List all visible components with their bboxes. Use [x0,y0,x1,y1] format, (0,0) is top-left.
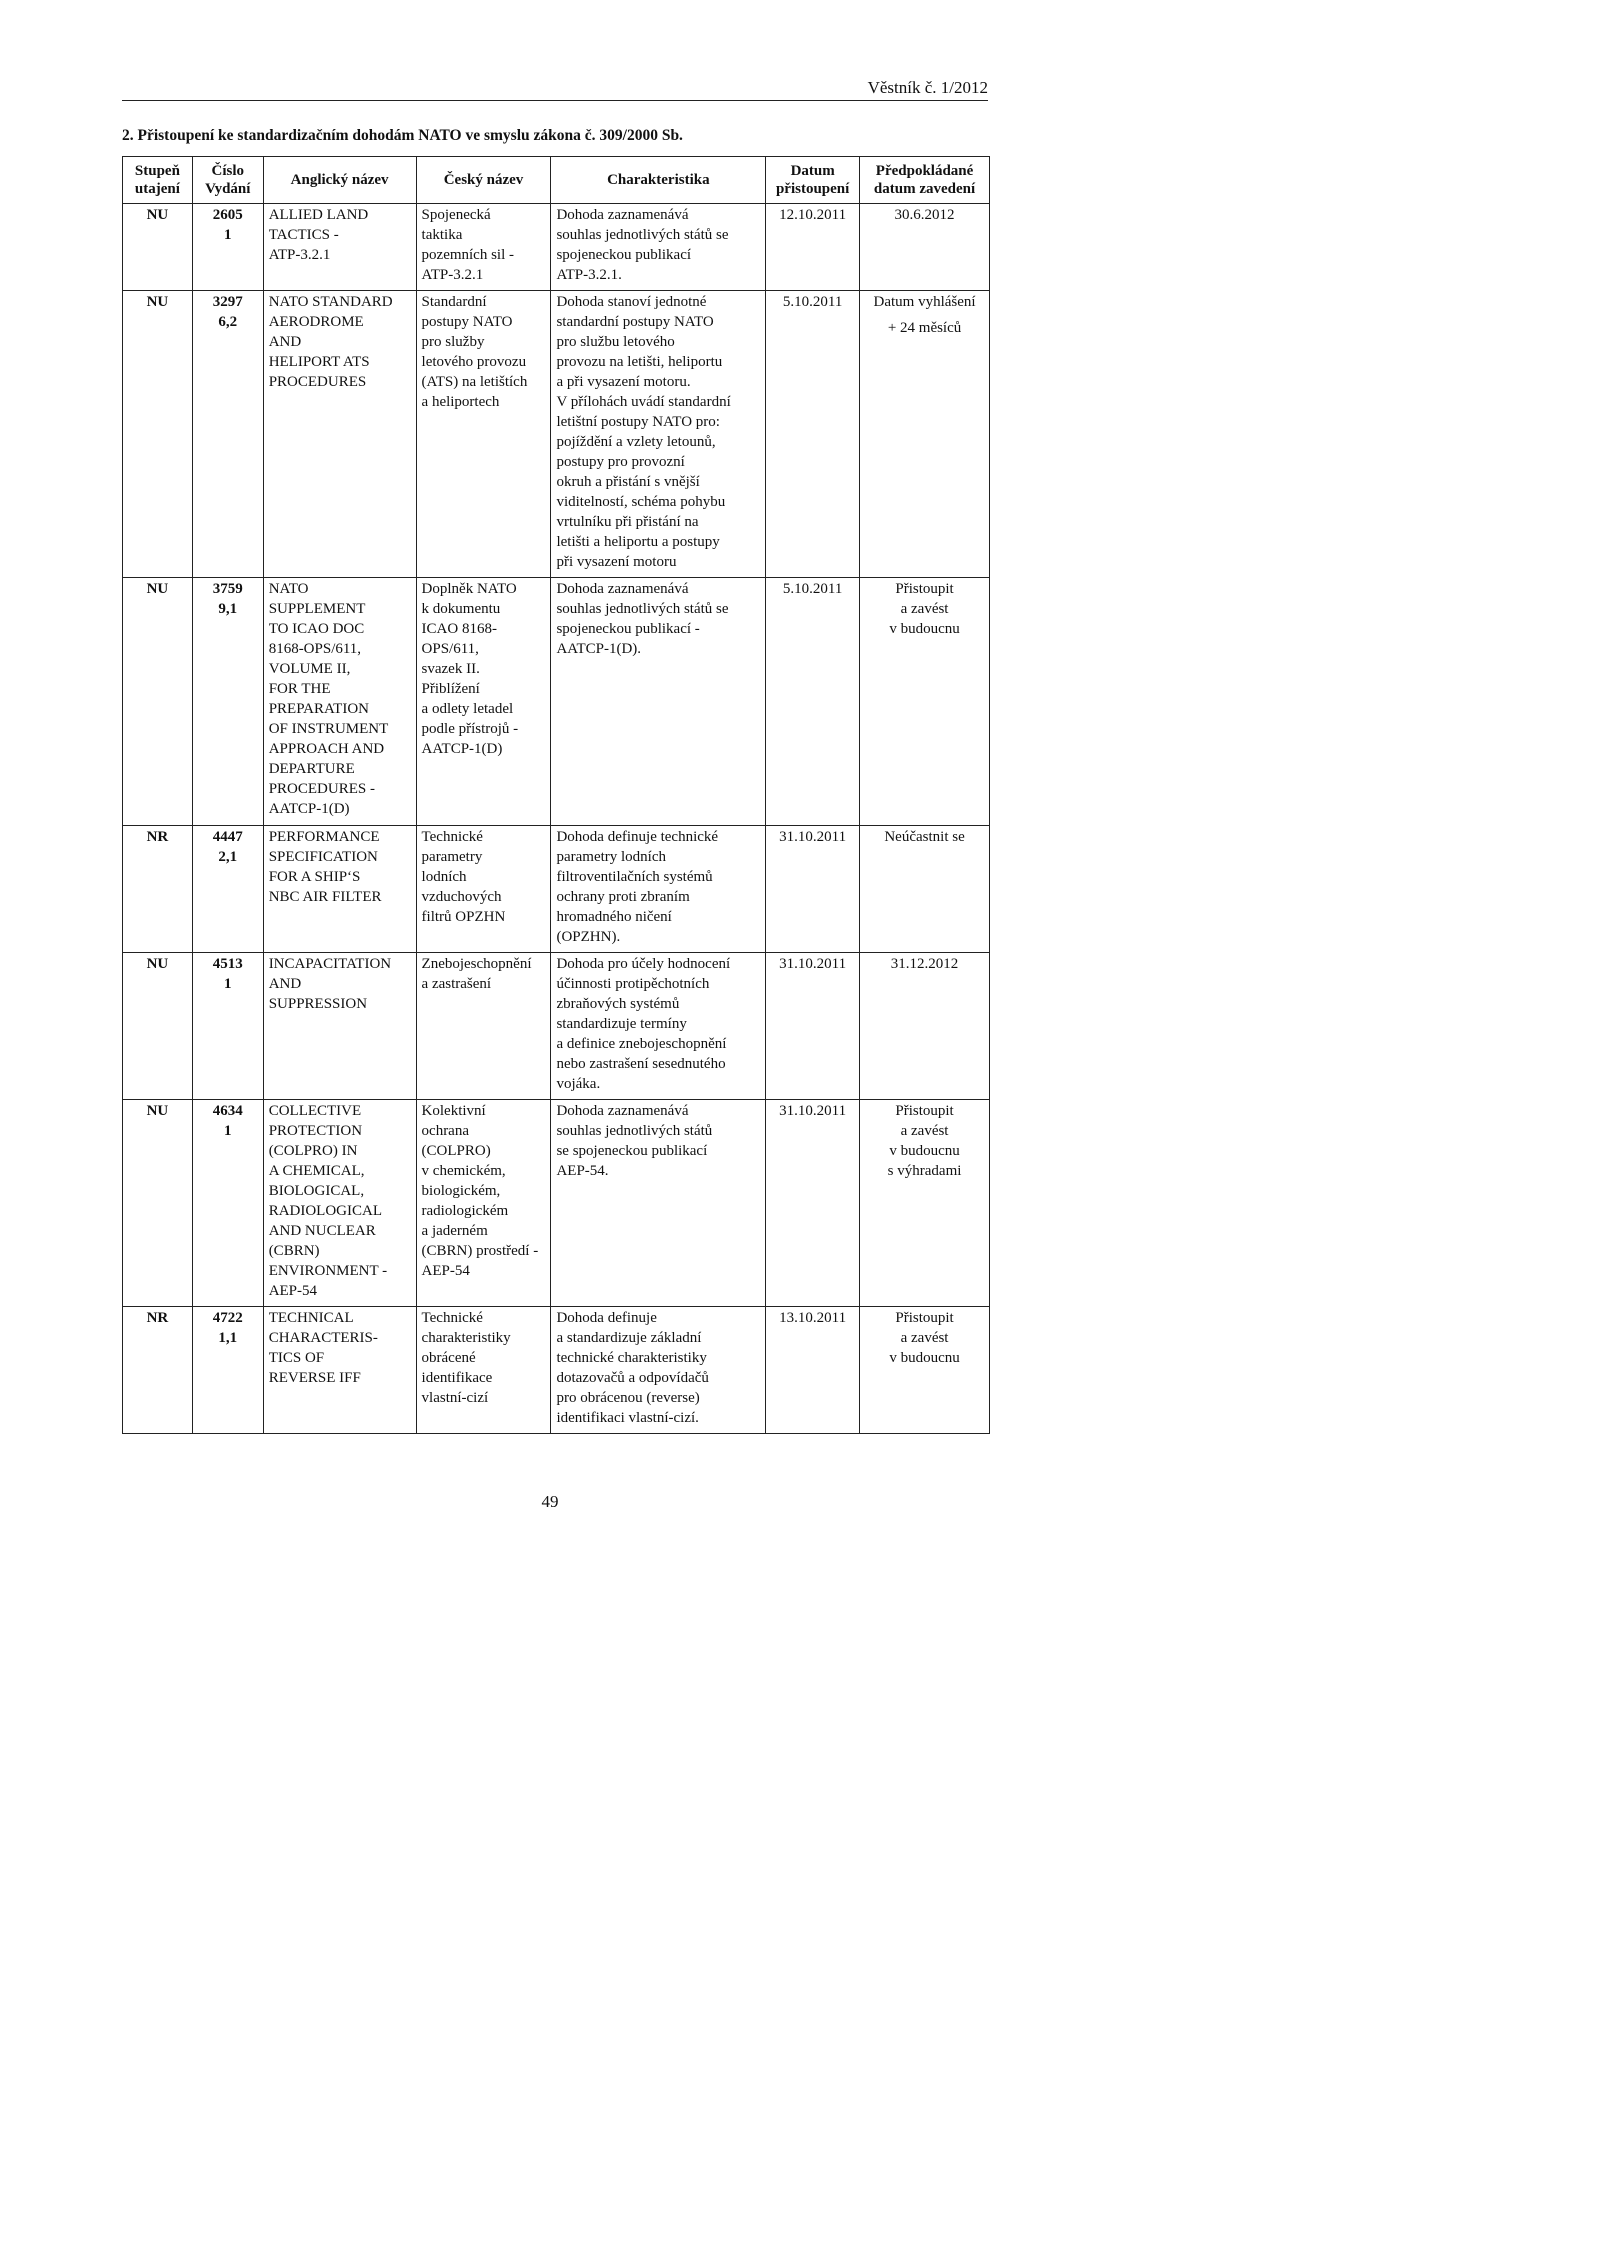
cell-line: OF INSTRUMENT [268,721,389,737]
cell-cesky [416,578,551,826]
cell-anglicky [263,1100,416,1307]
section-title: 2. Přistoupení ke standardizačním dohodám NATO ve smyslu zákona č. 309/2000 Sb. [122,127,683,144]
cell-line: PROCEDURES [268,374,367,390]
cell-line: v chemickém, [421,1163,506,1179]
cell-line: PROTECTION [268,1123,363,1139]
cell-value: 31.10.2011 [779,1103,847,1119]
cell-datum [766,1307,860,1434]
cell-line: svazek II. [421,661,480,677]
cell-datum [766,291,860,578]
cell-predpokladane [860,826,990,953]
cell-anglicky [263,578,416,826]
cell-anglicky [263,953,416,1100]
cell-line: filtroventilačních systémů [556,869,713,885]
cell-predpokladane [860,291,990,578]
cell-datum [766,204,860,291]
cell-line: SUPPLEMENT [268,601,366,617]
cell-line: ALLIED LAND [268,207,369,223]
cell-line: a zavést [900,1330,949,1346]
page-number: 49 [541,1492,559,1511]
cell-line: ochrany proti zbraním [556,889,690,905]
cell-datum [766,953,860,1100]
cell-line: identifikaci vlastní-cizí. [556,1410,699,1426]
cell-line: DEPARTURE [268,761,355,777]
header-cislo [192,157,263,204]
cell-line: charakteristiky [421,1330,511,1346]
cell-line: 31.12.2012 [890,956,959,972]
cell-line: FOR THE [268,681,331,697]
cell-line: Dohoda zaznamenává [556,1103,689,1119]
cell-line: HELIPORT ATS [268,354,370,370]
cell-line: NATO STANDARD [268,294,393,310]
cell-line: AND NUCLEAR [268,1223,376,1239]
header-stupen [123,157,193,204]
cell-line: CHARACTERIS- [268,1330,378,1346]
cell-line: PROCEDURES - [268,781,375,797]
cell-line: FOR A SHIP‘S [268,869,361,885]
cell-line: souhlas jednotlivých států [556,1123,713,1139]
cell-line: (CBRN) [268,1243,320,1259]
cell-line: Přiblížení [421,681,480,697]
cell-line: Dohoda zaznamenává [556,207,689,223]
cell-line: při vysazení motoru [556,554,677,570]
cell-line: Standardní [421,294,487,310]
cell-line: AERODROME [268,314,364,330]
cell-line: a odlety letadel [421,701,514,717]
cell-line: VOLUME II, [268,661,351,677]
cell-anglicky [263,826,416,953]
cell-line: s výhradami [887,1163,962,1179]
cell-stupen [123,826,193,953]
cell-line: ochrana [421,1123,469,1139]
cell-line: pro obrácenou (reverse) [556,1390,700,1406]
cell-line: AEP-54. [556,1163,609,1179]
cell-line: souhlas jednotlivých států se [556,601,729,617]
cell-line: 1,1 [218,1330,238,1346]
cell-line: 30.6.2012 [894,207,955,223]
cell-line: OPS/611, [421,641,479,657]
cell-line: BIOLOGICAL, [268,1183,365,1199]
cell-line: AEP-54 [268,1283,318,1299]
cell-line: parametry [421,849,483,865]
cell-stupen [123,291,193,578]
cell-line: zbraňových systémů [556,996,680,1012]
cell-line: 4722 [212,1310,243,1326]
cell-line: 1 [224,227,232,243]
cell-line: vojáka. [556,1076,601,1092]
cell-anglicky [263,204,416,291]
cell-line: 9,1 [218,601,238,617]
cell-cislo [192,1307,263,1434]
cell-cesky [416,1100,551,1307]
stanag-table [122,156,990,1434]
cell-line: 8168-OPS/611, [268,641,362,657]
cell-line: Technické [421,829,483,845]
cell-line: + 24 měsíců [887,320,962,336]
cell-line: vlastní-cizí [421,1390,489,1406]
cell-line: NBC AIR FILTER [268,889,382,905]
header-label-line: Předpokládané [875,163,974,179]
header-anglicky [263,157,416,204]
header-label-line: Vydání [205,181,251,197]
cell-line: ATP-3.2.1. [556,267,622,283]
cell-value: 5.10.2011 [782,294,843,310]
cell-line: RADIOLOGICAL [268,1203,383,1219]
cell-cislo [192,953,263,1100]
cell-line: Dohoda zaznamenává [556,581,689,597]
cell-line: v budoucnu [889,621,960,637]
cell-line: Datum vyhlášení [873,294,976,310]
table-row [123,291,990,578]
cell-value: NR [146,829,169,845]
cell-line: nebo zastrašení sesednutého [556,1056,726,1072]
cell-cislo [192,1100,263,1307]
cell-line: filtrů OPZHN [421,909,506,925]
table-header-row [123,157,990,204]
cell-anglicky [263,291,416,578]
cell-line: (COLPRO) [421,1143,491,1159]
cell-line: letištní postupy NATO pro: [556,414,720,430]
cell-line: Znebojeschopnění [421,956,532,972]
cell-line: a standardizuje základní [556,1330,702,1346]
table-row [123,204,990,291]
cell-line: 2,1 [218,849,238,865]
cell-line: ATP-3.2.1 [421,267,484,283]
cell-line: Dohoda stanoví jednotné [556,294,707,310]
cell-line: letišti a heliportu a postupy [556,534,720,550]
table-row [123,578,990,826]
cell-line: (OPZHN). [556,929,621,945]
cell-line: A CHEMICAL, [268,1163,365,1179]
cell-line: TACTICS - [268,227,339,243]
cell-predpokladane [860,953,990,1100]
cell-line: a zavést [900,1123,949,1139]
cell-line: AND [268,976,302,992]
cell-cislo [192,204,263,291]
cell-value: 31.10.2011 [779,829,847,845]
cell-stupen [123,953,193,1100]
cell-line: spojeneckou publikací [556,247,692,263]
cell-line: účinnosti protipěchotních [556,976,710,992]
header-cesky [416,157,551,204]
cell-line: okruh a přistání s vnější [556,474,700,490]
cell-cesky [416,291,551,578]
header-datum [766,157,860,204]
cell-line: Dohoda definuje technické [556,829,719,845]
cell-cislo [192,826,263,953]
table-row [123,953,990,1100]
cell-cislo [192,291,263,578]
cell-line: APPROACH AND [268,741,385,757]
cell-line: identifikace [421,1370,493,1386]
cell-predpokladane [860,1100,990,1307]
header-label-line: přistoupení [775,181,850,197]
cell-datum [766,578,860,826]
cell-line: TICS OF [268,1350,325,1366]
page-header [122,76,988,101]
cell-value: NU [146,207,169,223]
cell-line: 6,2 [218,314,238,330]
header-label-line: Anglický název [290,172,389,188]
cell-line: ENVIRONMENT - [268,1263,388,1279]
cell-value: 12.10.2011 [779,207,847,223]
cell-line: se spojeneckou publikací [556,1143,708,1159]
cell-line: AEP-54 [421,1263,470,1279]
cell-line: 1 [224,976,232,992]
bulletin-label: Věstník č. 1/2012 [867,78,988,97]
cell-line: vzduchových [421,889,502,905]
cell-line: dotazovačů a odpovídačů [556,1370,709,1386]
cell-line: hromadného ničení [556,909,672,925]
cell-line: (ATS) na letištích [421,374,528,390]
table-row [123,826,990,953]
cell-line: souhlas jednotlivých států se [556,227,729,243]
cell-line: SUPPRESSION [268,996,368,1012]
cell-line: TO ICAO DOC [268,621,365,637]
cell-charakteristika [551,578,766,826]
cell-line: standardizuje termíny [556,1016,687,1032]
cell-line: Kolektivní [421,1103,486,1119]
cell-charakteristika [551,291,766,578]
cell-line: 1 [224,1123,232,1139]
cell-line: PREPARATION [268,701,369,717]
cell-line: Dohoda definuje [556,1310,657,1326]
cell-line: (COLPRO) IN [268,1143,358,1159]
cell-line: NATO [268,581,309,597]
cell-line: Technické [421,1310,483,1326]
cell-charakteristika [551,1307,766,1434]
cell-cesky [416,826,551,953]
cell-line: Neúčastnit se [884,829,965,845]
cell-line: vrtulníku při přistání na [556,514,699,530]
cell-line: letového provozu [421,354,527,370]
cell-line: obrácené [421,1350,476,1366]
cell-line: INCAPACITATION [268,956,392,972]
cell-line: pro službu letového [556,334,675,350]
cell-line: SPECIFICATION [268,849,378,865]
cell-charakteristika [551,826,766,953]
cell-line: pojíždění a vzlety letounů, [556,434,716,450]
cell-line: a heliportech [421,394,500,410]
cell-predpokladane [860,204,990,291]
cell-line: 3297 [212,294,243,310]
cell-line: pro služby [421,334,485,350]
cell-stupen [123,1307,193,1434]
cell-charakteristika [551,204,766,291]
cell-value: NU [146,581,169,597]
cell-predpokladane [860,578,990,826]
cell-line: Doplněk NATO [421,581,517,597]
cell-line: v budoucnu [889,1350,960,1366]
header-charakteristika [551,157,766,204]
header-label-line: datum zavedení [873,181,976,197]
cell-line: postupy pro provozní [556,454,685,470]
cell-line: TECHNICAL [268,1310,354,1326]
header-label-line: Datum [790,163,835,179]
cell-charakteristika [551,1100,766,1307]
cell-line: (CBRN) prostředí - [421,1243,539,1259]
cell-value: NU [146,1103,169,1119]
cell-predpokladane [860,1307,990,1434]
cell-line: pozemních sil - [421,247,515,263]
cell-line: technické charakteristiky [556,1350,707,1366]
cell-line: 4447 [212,829,243,845]
cell-line: PERFORMANCE [268,829,380,845]
cell-line: provozu na letišti, heliportu [556,354,723,370]
cell-line: podle přístrojů - [421,721,519,737]
cell-value: NU [146,956,169,972]
cell-line: a zastrašení [421,976,492,992]
cell-line: radiologickém [421,1203,509,1219]
cell-line: k dokumentu [421,601,501,617]
header-predpokladane [860,157,990,204]
cell-line: spojeneckou publikací - [556,621,700,637]
cell-line: 4634 [212,1103,243,1119]
cell-stupen [123,204,193,291]
cell-line: Spojenecká [421,207,491,223]
cell-cesky [416,953,551,1100]
cell-stupen [123,1100,193,1307]
header-label-line: Charakteristika [607,172,710,188]
cell-line: COLLECTIVE [268,1103,362,1119]
cell-line: Dohoda pro účely hodnocení [556,956,731,972]
cell-cesky [416,1307,551,1434]
cell-line: viditelností, schéma pohybu [556,494,726,510]
header-label-line: Stupeň [134,163,180,179]
cell-line: AATCP-1(D). [556,641,642,657]
header-label-line: Číslo [211,163,245,179]
cell-cesky [416,204,551,291]
cell-value: 5.10.2011 [782,581,843,597]
cell-line: 2605 [212,207,243,223]
cell-line: 4513 [212,956,243,972]
cell-line: Přistoupit [895,1103,954,1119]
cell-line: AATCP-1(D) [268,801,350,817]
cell-line: V přílohách uvádí standardní [556,394,731,410]
cell-datum [766,826,860,953]
cell-line: taktika [421,227,463,243]
cell-value: NU [146,294,169,310]
cell-line: parametry lodních [556,849,667,865]
cell-stupen [123,578,193,826]
cell-line: REVERSE IFF [268,1370,361,1386]
cell-line: AND [268,334,302,350]
header-label-line: utajení [134,181,180,197]
cell-line: Přistoupit [895,581,954,597]
cell-line: lodních [421,869,467,885]
cell-anglicky [263,1307,416,1434]
cell-line: ICAO 8168- [421,621,497,637]
cell-line: a zavést [900,601,949,617]
cell-line: standardní postupy NATO [556,314,714,330]
cell-line: v budoucnu [889,1143,960,1159]
cell-datum [766,1100,860,1307]
cell-line: biologickém, [421,1183,501,1199]
table-body [123,204,990,1434]
cell-line: AATCP-1(D) [421,741,503,757]
cell-line: 3759 [212,581,243,597]
cell-line: a jaderném [421,1223,488,1239]
cell-line: postupy NATO [421,314,513,330]
table-row [123,1100,990,1307]
cell-line: a definice znebojeschopnění [556,1036,727,1052]
header-label-line: Český název [443,172,524,188]
cell-line: Přistoupit [895,1310,954,1326]
cell-value: 13.10.2011 [779,1310,847,1326]
table-row [123,1307,990,1434]
cell-cislo [192,578,263,826]
cell-line: ATP-3.2.1 [268,247,331,263]
cell-charakteristika [551,953,766,1100]
cell-value: 31.10.2011 [779,956,847,972]
cell-value: NR [146,1310,169,1326]
cell-line: a při vysazení motoru. [556,374,691,390]
